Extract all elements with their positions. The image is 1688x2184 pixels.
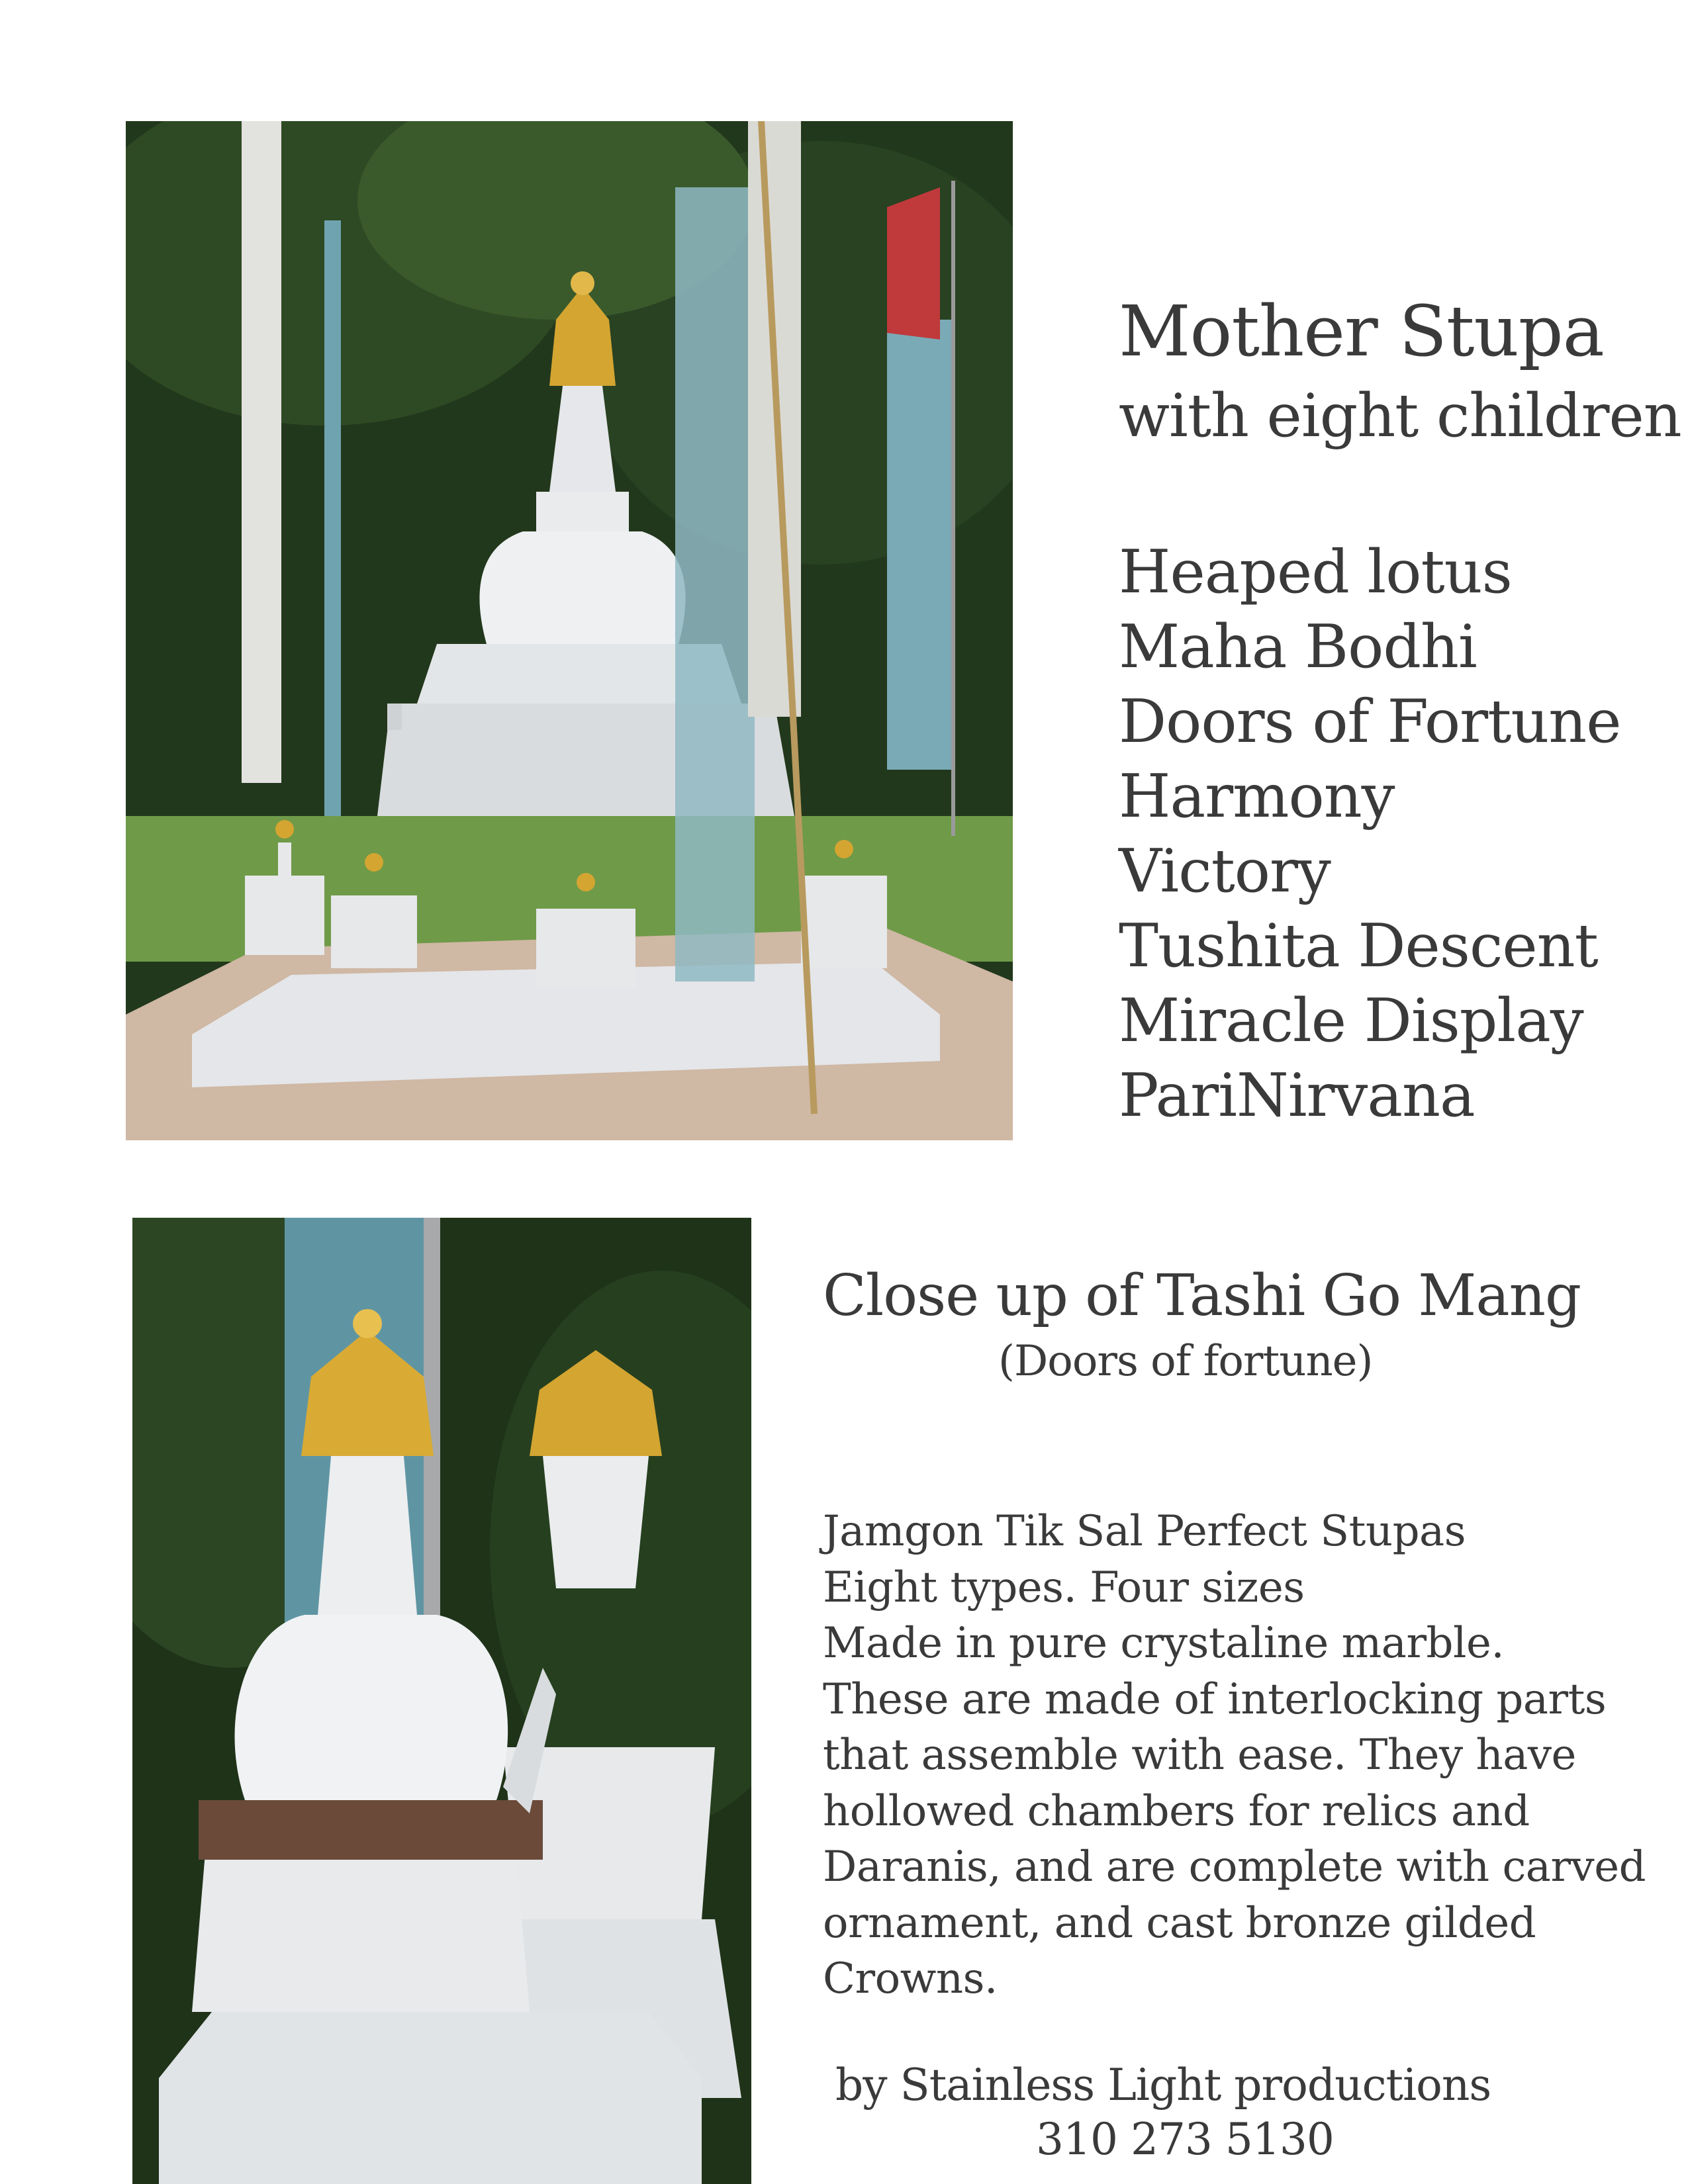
- heading-mother-stupa: Mother Stupa: [1119, 291, 1604, 372]
- closeup-title: Close up of Tashi Go Mang: [823, 1263, 1581, 1329]
- description-paragraph: [823, 1504, 1646, 2007]
- description-line: Eight types. Four sizes: [823, 1563, 1305, 1612]
- stupa-types-list: [1119, 535, 1621, 1133]
- list-item: Heaped lotus: [1119, 537, 1512, 607]
- list-item: Doors of Fortune: [1119, 687, 1621, 756]
- description-line: Crowns.: [823, 1954, 998, 2003]
- subheading-eight-children: with eight children: [1119, 381, 1681, 451]
- list-item: Victory: [1119, 837, 1331, 906]
- list-item: Tushita Descent: [1119, 911, 1598, 981]
- closeup-subtitle: (Doors of fortune): [998, 1337, 1373, 1386]
- description-line: These are made of interlocking parts: [823, 1674, 1607, 1724]
- tashi-go-mang-closeup-photo: [132, 1218, 751, 2184]
- description-line: that assemble with ease. They have: [823, 1731, 1576, 1780]
- list-item: Miracle Display: [1119, 986, 1583, 1056]
- description-line: Jamgon Tik Sal Perfect Stupas: [823, 1507, 1466, 1556]
- description-line: Daranis, and are complete with carved: [823, 1843, 1646, 1891]
- list-item: Harmony: [1119, 762, 1395, 831]
- phone-number: 310 273 5130: [1036, 2114, 1334, 2165]
- list-item: PariNirvana: [1119, 1061, 1475, 1130]
- description-line: ornament, and cast bronze gilded: [823, 1898, 1536, 1948]
- list-item: Maha Bodhi: [1119, 612, 1477, 682]
- mother-stupa-photo: [126, 121, 1013, 1140]
- credit-line: by Stainless Light productions: [835, 2060, 1491, 2111]
- description-line: hollowed chambers for relics and: [823, 1786, 1530, 1836]
- description-line: Made in pure crystaline marble.: [823, 1619, 1505, 1668]
